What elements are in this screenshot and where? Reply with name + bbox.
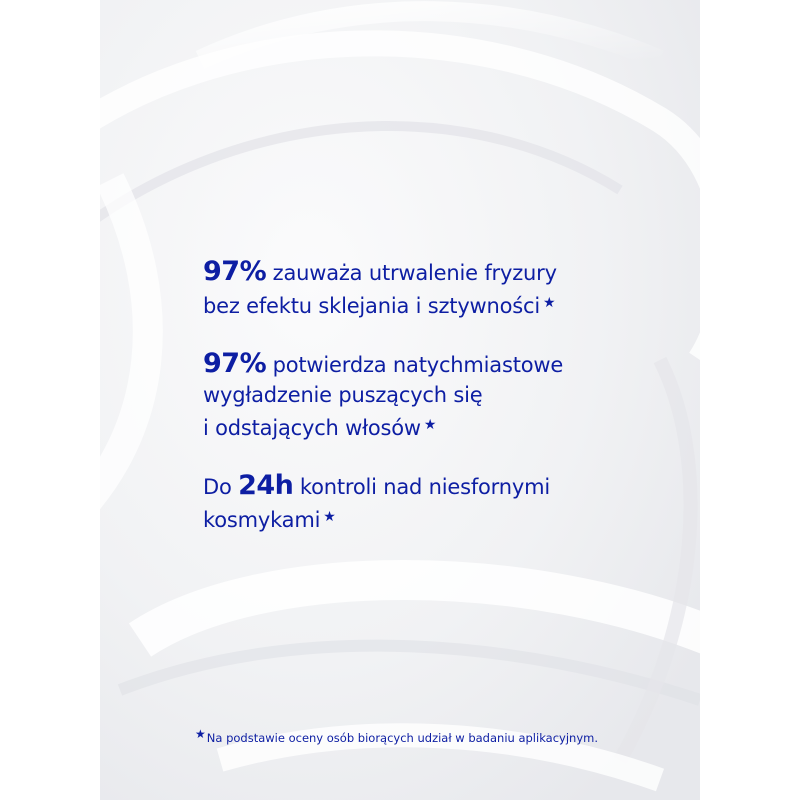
star-icon: ★	[195, 727, 206, 741]
claim-line	[203, 349, 683, 380]
claims-list	[203, 257, 683, 535]
claim-text: zauważa utrwalenie fryzury	[266, 261, 557, 285]
claim-text: kosmykami	[203, 508, 321, 532]
claim-line	[203, 257, 683, 288]
claim-text: kontroli nad niesfornymi	[293, 475, 550, 499]
claim-line	[203, 410, 683, 443]
claim-text: potwierdza natychmiastowe	[266, 353, 564, 377]
claim-stat: 24h	[238, 470, 294, 501]
star-icon: ★	[543, 295, 556, 311]
footnote	[195, 727, 598, 745]
claim-item	[203, 349, 683, 443]
claim-text: bez efektu sklejania i sztywności	[203, 294, 540, 318]
claim-line	[203, 288, 683, 321]
claim-text: i odstających włosów	[203, 416, 421, 440]
claim-prefix: Do	[203, 475, 239, 499]
star-icon: ★	[423, 417, 437, 433]
claim-text: wygładzenie puszących się	[203, 383, 483, 407]
claim-stat: 97%	[203, 256, 267, 287]
star-icon: ★	[323, 509, 336, 525]
product-infographic	[100, 0, 700, 800]
claim-line	[203, 380, 683, 410]
claim-line	[203, 502, 683, 535]
claim-line	[203, 471, 683, 502]
claim-item	[203, 471, 683, 535]
claim-stat: 97%	[203, 348, 267, 379]
footnote-text: Na podstawie oceny osób biorących udział w badaniu aplikacyjnym.	[206, 731, 598, 745]
claim-item	[203, 257, 683, 321]
